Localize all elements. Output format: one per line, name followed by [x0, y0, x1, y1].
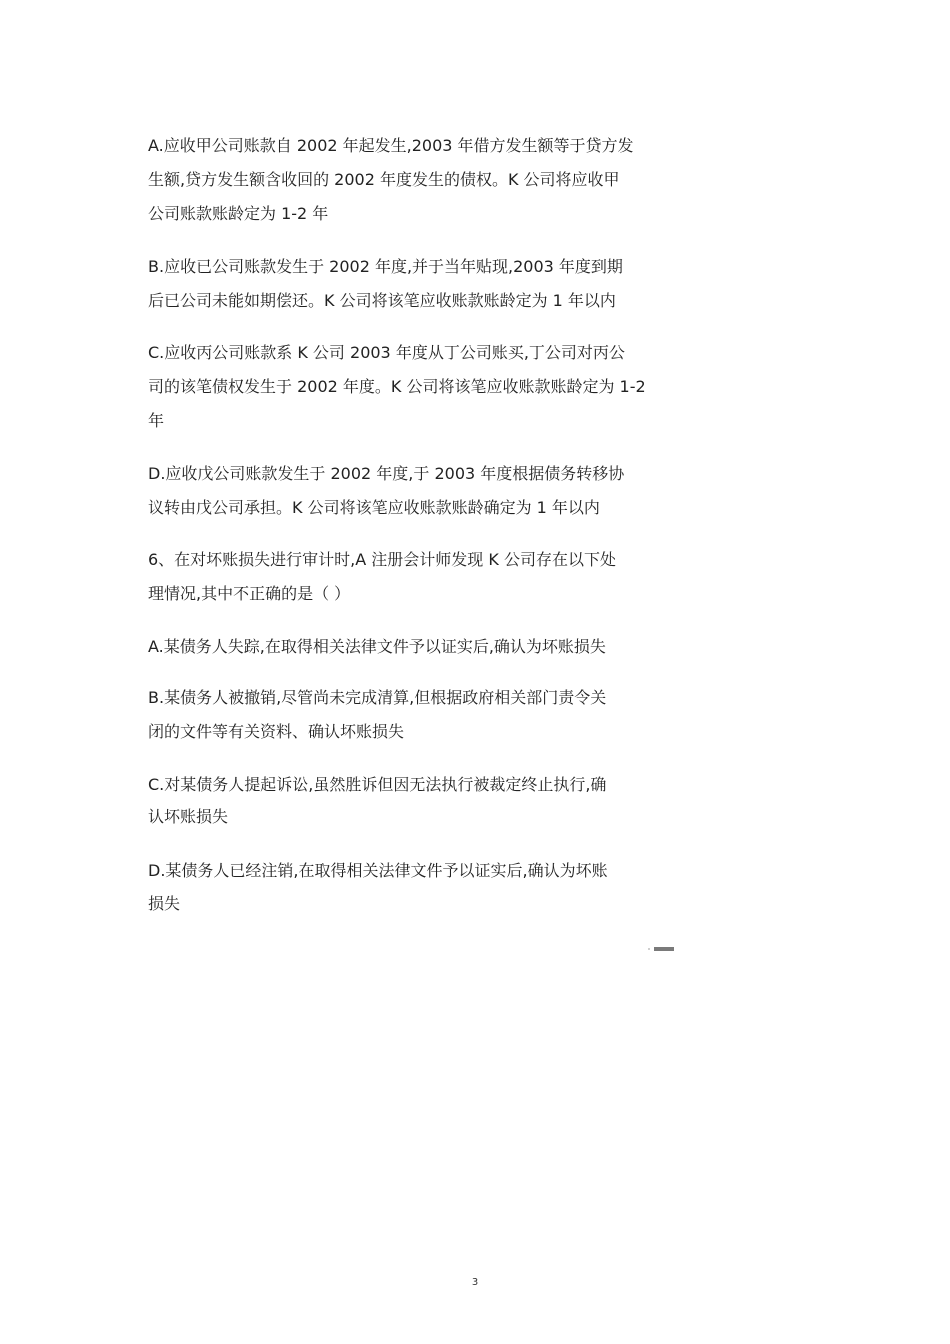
- question-line: 理情况,其中不正确的是（ ）: [148, 584, 351, 603]
- decorative-mark: [654, 947, 674, 951]
- text-line: 后已公司未能如期偿还。K 公司将该笔应收账款账龄定为 1 年以内: [148, 291, 616, 310]
- decorative-dot: [648, 948, 650, 950]
- text-line: 生额,贷方发生额含收回的 2002 年度发生的债权。K 公司将应收甲: [148, 170, 620, 189]
- option-line: A.某债务人失踪,在取得相关法律文件予以证实后,确认为坏账损失: [148, 637, 606, 656]
- text-line: 议转由戊公司承担。K 公司将该笔应收账款账龄确定为 1 年以内: [148, 498, 600, 517]
- text-line: A.应收甲公司账款自 2002 年起发生,2003 年借方发生额等于贷方发: [148, 136, 634, 155]
- option-line: 认坏账损失: [148, 807, 229, 826]
- option-line: D.某债务人已经注销,在取得相关法律文件予以证实后,确认为坏账: [148, 861, 608, 880]
- text-line: C.应收丙公司账款系 K 公司 2003 年度从丁公司账买,丁公司对丙公: [148, 343, 625, 362]
- option-line: 闭的文件等有关资料、确认坏账损失: [148, 722, 405, 741]
- text-line: 司的该笔债权发生于 2002 年度。K 公司将该笔应收账款账龄定为 1-2: [148, 377, 646, 396]
- option-line: C.对某债务人提起诉讼,虽然胜诉但因无法执行被裁定终止执行,确: [148, 775, 607, 794]
- question-line: 6、在对坏账损失进行审计时,A 注册会计师发现 K 公司存在以下处: [148, 550, 616, 569]
- text-line: 年: [148, 411, 165, 430]
- option-line: B.某债务人被撤销,尽管尚未完成清算,但根据政府相关部门责令关: [148, 688, 607, 707]
- option-line: 损失: [148, 894, 181, 913]
- text-line: B.应收已公司账款发生于 2002 年度,并于当年贴现,2003 年度到期: [148, 257, 623, 276]
- page-number: 3: [471, 1277, 479, 1288]
- text-line: D.应收戊公司账款发生于 2002 年度,于 2003 年度根据债务转移协: [148, 464, 625, 483]
- text-line: 公司账款账龄定为 1-2 年: [148, 204, 329, 223]
